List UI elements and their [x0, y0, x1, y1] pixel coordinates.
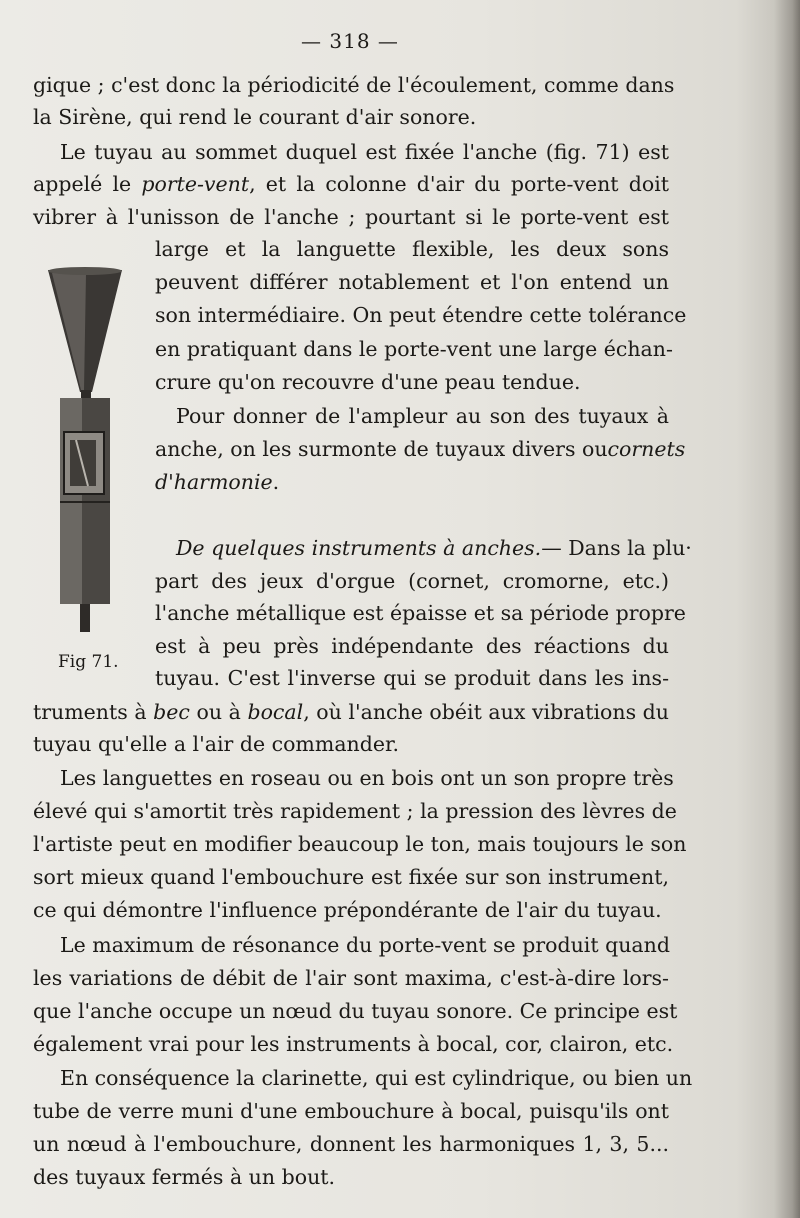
italic-term: bec [153, 700, 190, 724]
text-line: l'anche métallique est épaisse et sa période propre [155, 601, 686, 625]
text-line [33, 168, 669, 200]
text-line [33, 696, 669, 728]
text-line: les variations de débit de l'air sont maxima, c'est-à-dire lors- [33, 966, 669, 990]
text-fragment: , où l'anche obéit aux vibrations du [303, 700, 669, 724]
text-fragment: appelé le [33, 172, 132, 196]
text-line: tuyau qu'elle a l'air de commander. [33, 732, 400, 756]
text-line: son intermédiaire. On peut étendre cette tolérance [155, 303, 687, 327]
text-line [155, 433, 686, 465]
text-line: sort mieux quand l'embouchure est fixée sur son instrument, [33, 865, 669, 889]
page-edge-shadow [774, 0, 800, 1218]
text-line: large et la languette flexible, les deux sons [155, 237, 669, 261]
text-line: tuyau. C'est l'inverse qui se produit dans les ins- [155, 666, 669, 690]
text-line: gique ; c'est donc la périodicité de l'écoulement, comme dans [33, 73, 675, 97]
text-line: un nœud à l'embouchure, donnent les harmoniques 1, 3, 5... [33, 1132, 669, 1156]
italic-term: cornets [607, 437, 686, 461]
reed-pipe-figure [46, 262, 126, 634]
text-line: ce qui démontre l'influence prépondérante de l'air du tuyau. [33, 898, 662, 922]
text-line: vibrer à l'unisson de l'anche ; pourtant si le porte-vent est [33, 205, 669, 229]
text-line: Le maximum de résonance du porte-vent se produit quand [60, 933, 670, 957]
text-fragment: truments à [33, 700, 147, 724]
italic-term: porte-vent [141, 172, 250, 196]
text-line [176, 532, 692, 564]
text-line: En conséquence la clarinette, qui est cylindrique, ou bien un [60, 1066, 693, 1090]
text-line: des tuyaux fermés à un bout. [33, 1165, 336, 1189]
text-line: élevé qui s'amortit très rapidement ; la pression des lèvres de [33, 799, 677, 823]
text-line: Pour donner de l'ampleur au son des tuyaux à [176, 404, 669, 428]
section-heading: De quelques instruments à anches. [176, 536, 542, 560]
text-line: que l'anche occupe un nœud du tuyau sonore. Ce principe est [33, 999, 678, 1023]
italic-term: d'harmonie [155, 470, 273, 494]
text-line: Le tuyau au sommet duquel est fixée l'anche (fig. 71) est [60, 140, 669, 164]
text-line: l'artiste peut en modifier beaucoup le ton, mais toujours le son [33, 832, 687, 856]
figure-caption: Fig 71. [58, 652, 119, 672]
text-line: peuvent différer notablement et l'on entend un [155, 270, 669, 294]
pipe-foot [80, 604, 90, 632]
text-line: Les languettes en roseau ou en bois ont un son propre très [60, 766, 674, 790]
text-line: en pratiquant dans le porte-vent une large échan- [155, 337, 673, 361]
text-fragment: ou à [189, 700, 241, 724]
page-number: — 318 — [301, 29, 399, 53]
text-line: est à peu près indépendante des réactions du [155, 634, 669, 658]
text-line: part des jeux d'orgue (cornet, cromorne, etc.) [155, 569, 669, 593]
text-line: la Sirène, qui rend le courant d'air sonore. [33, 105, 477, 129]
text-fragment: . [272, 470, 280, 494]
text-fragment: anche, on les surmonte de tuyaux divers ou [155, 437, 608, 461]
text-line: tube de verre muni d'une embouchure à bocal, puisqu'ils ont [33, 1099, 669, 1123]
text-line: également vrai pour les instruments à bocal, cor, clairon, etc. [33, 1032, 674, 1056]
text-fragment: — Dans la plu· [541, 536, 692, 560]
text-line: crure qu'on recouvre d'une peau tendue. [155, 370, 581, 394]
italic-term: bocal [247, 700, 304, 724]
text-line [155, 466, 669, 498]
text-fragment: , et la colonne d'air du porte-vent doit [249, 172, 669, 196]
